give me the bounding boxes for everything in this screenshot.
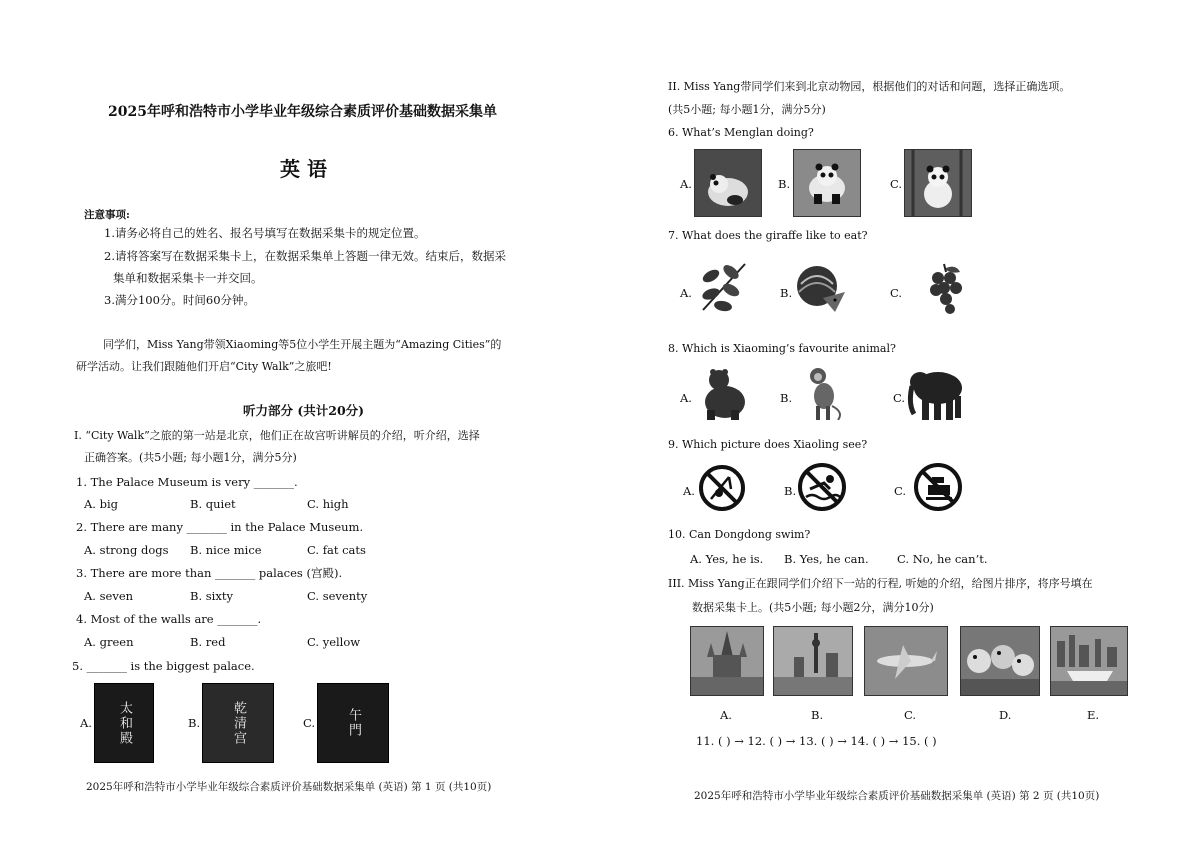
- question-1: 1. The Palace Museum is very _______.: [76, 475, 298, 489]
- option-a-label: A.: [683, 484, 695, 498]
- option-a-label: A.: [720, 708, 732, 722]
- elephant-icon: [906, 364, 966, 422]
- notice-line: 1.请务必将自己的姓名、报名号填写在数据采集卡的规定位置。: [104, 226, 426, 240]
- option-c: C. yellow: [307, 635, 361, 649]
- option-d-label: D.: [999, 708, 1012, 722]
- option-a-label: A.: [680, 286, 692, 300]
- listening-heading: 听力部分 (共计20分): [243, 403, 365, 418]
- no-fishing-sign-icon: [697, 463, 747, 513]
- panda-photo: [694, 149, 762, 217]
- option-b-label: B.: [784, 484, 797, 498]
- notice-line: 2.请将答案写在数据采集卡上，在数据采集单上答题一律无效。结束后，数据采: [104, 249, 506, 263]
- section-1-instructions: 正确答案。(共5小题; 每小题1分，满分5分): [84, 451, 297, 464]
- option-c-label: C.: [303, 716, 316, 730]
- section-3-instructions: III. Miss Yang正在跟同学们介绍下一站的行程, 听她的介绍，给图片排序，将序号填在: [668, 577, 1093, 590]
- option-a: A. seven: [84, 589, 134, 603]
- option-c-label: C.: [894, 484, 907, 498]
- monkey-icon: [804, 366, 844, 420]
- option-b-label: B.: [778, 177, 791, 191]
- panda-photo: [793, 149, 861, 217]
- option-b-label: B.: [811, 708, 824, 722]
- option-b: B. red: [190, 635, 226, 649]
- answer-sequence: 11. ( ) → 12. ( ) → 13. ( ) → 14. ( ) → 15. ( ): [696, 734, 937, 748]
- question-8: 8. Which is Xiaoming’s favourite animal?: [668, 342, 896, 355]
- tower-photo: [773, 626, 853, 696]
- watermelon-icon: [793, 262, 847, 314]
- option-b: B. nice mice: [190, 543, 262, 557]
- question-9: 9. Which picture does Xiaoling see?: [668, 438, 868, 451]
- panda-photo: [904, 149, 972, 217]
- plaque-text: 午門: [346, 708, 361, 738]
- subject-title: 英 语: [280, 157, 327, 181]
- option-c-label: C.: [904, 708, 917, 722]
- grapes-icon: [922, 262, 970, 314]
- option-b-label: B.: [780, 391, 793, 405]
- option-a-label: A.: [680, 391, 692, 405]
- page-footer: 2025年呼和浩特市小学毕业年级综合素质评价基础数据采集单 (英语) 第 1 页 (共10页): [86, 781, 492, 793]
- plaque-text: 乾清宫: [231, 700, 246, 746]
- bear-icon: [697, 366, 751, 420]
- option-c-label: C.: [890, 286, 903, 300]
- exam-title: 2025年呼和浩特市小学毕业年级综合素质评价基础数据采集单: [108, 104, 497, 120]
- option-b-label: B.: [780, 286, 793, 300]
- option-a: A. green: [84, 635, 134, 649]
- notice-heading: 注意事项:: [84, 209, 130, 221]
- question-10: 10. Can Dongdong swim?: [668, 528, 811, 541]
- question-7: 7. What does the giraffe like to eat?: [668, 229, 868, 242]
- palace-plaque-image: [202, 683, 274, 763]
- section-2-instructions: (共5小题; 每小题1分，满分5分): [668, 103, 826, 116]
- option-b-label: B.: [188, 716, 201, 730]
- option-c: C. seventy: [307, 589, 368, 603]
- panda-icon: [905, 150, 971, 216]
- panda-icon: [794, 150, 860, 216]
- option-a: A. strong dogs: [84, 543, 169, 557]
- option-c-label: C.: [893, 391, 906, 405]
- option-a: A. Yes, he is.: [690, 552, 764, 566]
- notice-line: 集单和数据采集卡一并交回。: [113, 271, 263, 285]
- leaves-icon: [697, 262, 749, 314]
- pandas-group-photo: [960, 626, 1040, 696]
- option-a: A. big: [84, 497, 119, 511]
- option-a-label: A.: [80, 716, 92, 730]
- intro-text: 研学活动。让我们跟随他们开启“City Walk”之旅吧!: [76, 360, 332, 373]
- section-2-instructions: II. Miss Yang带同学们来到北京动物园，根据他们的对话和问题，选择正确选项。: [668, 80, 1071, 93]
- option-b: B. sixty: [190, 589, 233, 603]
- palace-plaque-image: [94, 683, 154, 763]
- panda-icon: [695, 150, 761, 216]
- option-c-label: C.: [890, 177, 903, 191]
- option-e-label: E.: [1087, 708, 1100, 722]
- question-5: 5. _______ is the biggest palace.: [72, 659, 255, 673]
- section-3-instructions: 数据采集卡上。(共5小题; 每小题2分，满分10分): [692, 601, 934, 614]
- no-food-sign-icon: [912, 461, 964, 513]
- intro-text: 同学们，Miss Yang带领Xiaoming等5位小学生开展主题为“Amazing Cities”的: [103, 338, 502, 351]
- section-1-instructions: I. “City Walk”之旅的第一站是北京，他们正在故宫听讲解员的介绍，听介绍，选择: [74, 429, 480, 442]
- ship-skyline-photo: [1050, 626, 1128, 696]
- option-c: C. No, he can’t.: [897, 552, 988, 566]
- plaque-text: 太和殿: [117, 700, 132, 746]
- palace-plaque-image: [317, 683, 389, 763]
- option-b: B. Yes, he can.: [784, 552, 869, 566]
- option-c: C. fat cats: [307, 543, 366, 557]
- question-2: 2. There are many _______ in the Palace Museum.: [76, 520, 364, 534]
- option-b: B. quiet: [190, 497, 236, 511]
- castle-photo: [690, 626, 764, 696]
- page-footer: 2025年呼和浩特市小学毕业年级综合素质评价基础数据采集单 (英语) 第 2 页 (共10页): [694, 790, 1100, 802]
- question-6: 6. What’s Menglan doing?: [668, 126, 814, 139]
- airplane-photo: [864, 626, 948, 696]
- question-4: 4. Most of the walls are _______.: [76, 612, 262, 626]
- notice-line: 3.满分100分。时间60分钟。: [104, 293, 256, 307]
- no-swimming-sign-icon: [796, 461, 848, 513]
- option-a-label: A.: [680, 177, 692, 191]
- option-c: C. high: [307, 497, 349, 511]
- question-3: 3. There are more than _______ palaces (宫殿).: [76, 566, 343, 580]
